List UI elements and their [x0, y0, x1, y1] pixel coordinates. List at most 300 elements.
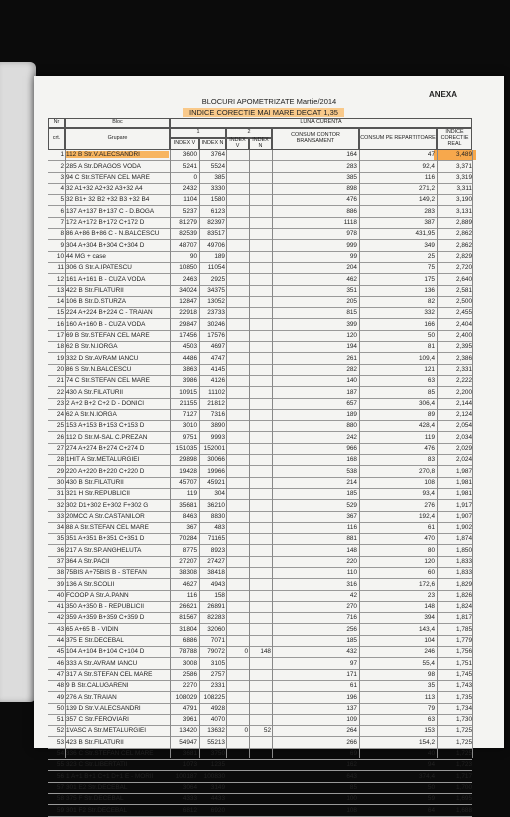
cell-grupare: 160 A+160 B - CUZA VODA — [66, 320, 146, 328]
cell-index-n-1: 108225 — [203, 693, 225, 701]
cell-nr: 21 — [56, 377, 64, 385]
cell-consum-contor: 657 — [346, 399, 357, 407]
table-row — [48, 331, 472, 342]
cell-grupare: 224 A+224 B+224 C - TRAIAN — [66, 309, 153, 317]
cell-index-v-1: 119 — [186, 490, 197, 498]
cell-consum-contor: 137 — [346, 704, 357, 712]
cell-nr: 34 — [56, 524, 64, 532]
cell-nr: 58 — [56, 795, 64, 803]
cell-indice-corectie: 1,730 — [456, 716, 472, 724]
cell-consum-contor: 42 — [349, 591, 357, 599]
cell-indice-corectie: 3,131 — [456, 207, 472, 215]
cell-index-n-1: 23733 — [207, 309, 225, 317]
cell-indice-corectie: 1,725 — [456, 750, 472, 758]
cell-indice-corectie: 2,200 — [456, 388, 472, 396]
cell-indice-corectie: 1,826 — [456, 591, 472, 599]
cell-index-v-1: 17456 — [179, 332, 197, 340]
cell-consum-contor: 815 — [346, 309, 357, 317]
cell-index-n-1: 82397 — [207, 219, 225, 227]
grid-line — [359, 150, 360, 758]
cell-grupare: 359 A+359 B+359 C+359 D — [66, 614, 145, 622]
cell-consum-contor: 168 — [346, 456, 357, 464]
table-row — [48, 466, 472, 477]
cell-indice-corectie: 1,695 — [456, 795, 472, 803]
cell-index-v-1: 3064 — [182, 783, 197, 791]
cell-nr: 10 — [56, 252, 64, 260]
grid-line — [199, 150, 200, 758]
cell-index-v-1: 27207 — [179, 557, 197, 565]
header-index-v-2: INDEX V — [226, 138, 249, 150]
cell-consum-contor: 270 — [346, 603, 357, 611]
cell-indice-corectie: 1,917 — [456, 501, 472, 509]
cell-grupare: 364 A Str.PACII — [66, 557, 110, 565]
cell-index-v-1: 3681 — [182, 750, 197, 758]
table-row — [48, 376, 472, 387]
cell-grupare: 220 A+220 B+220 C+220 D — [66, 467, 145, 475]
cell-nr: 6 — [60, 207, 64, 215]
cell-nr: 11 — [57, 264, 64, 272]
cell-consum-repartitoare: 143,4 — [419, 625, 435, 633]
table-row — [48, 274, 472, 285]
cell-indice-corectie: 2,455 — [456, 309, 472, 317]
cell-consum-contor: 643 — [346, 772, 357, 780]
cell-consum-contor: 351 — [346, 286, 357, 294]
cell-grupare: 139 D Str.V.ALECSANDRI — [66, 704, 141, 712]
table-row — [48, 184, 472, 195]
cell-indice-corectie: 2,034 — [456, 433, 472, 441]
cell-indice-corectie: 1,723 — [456, 761, 472, 769]
header-consum-repartitoare: CONSUM PE REPARTITOARE — [359, 128, 437, 150]
cell-consum-contor: 185 — [346, 637, 357, 645]
cell-grupare: 104 A+104 B+104 C+104 D — [66, 648, 145, 656]
table-row — [48, 195, 472, 206]
cell-indice-corectie: 1,725 — [456, 727, 472, 735]
cell-consum-contor: 283 — [346, 162, 357, 170]
cell-index-v-1: 0 — [193, 173, 197, 181]
table-row — [48, 624, 472, 635]
cell-indice-corectie: 2,862 — [456, 241, 472, 249]
cell-indice-corectie: 2,400 — [456, 332, 472, 340]
cell-consum-repartitoare: 80 — [427, 546, 435, 554]
header-nr: Nr — [48, 118, 65, 128]
cell-consum-contor: 966 — [346, 445, 357, 453]
cell-nr: 49 — [56, 693, 64, 701]
cell-index-n-1: 27427 — [207, 557, 225, 565]
cell-grupare: 217 A Str.SP.ANGHELUTA — [66, 546, 142, 554]
table-row — [48, 749, 472, 760]
cell-consum-repartitoare: 332 — [424, 309, 435, 317]
cell-consum-repartitoare: 92,4 — [422, 162, 435, 170]
table-body — [48, 150, 472, 817]
cell-nr: 9 — [60, 241, 64, 249]
cell-consum-contor: 716 — [346, 614, 357, 622]
grid-line — [249, 150, 250, 758]
cell-nr: 52 — [56, 727, 64, 735]
cell-consum-contor: 61 — [349, 682, 357, 690]
grid-line — [226, 150, 227, 758]
table-row — [48, 365, 472, 376]
cell-grupare: 285 A Str.DRAGOS VODA — [66, 162, 141, 170]
cell-consum-repartitoare: 116 — [424, 173, 435, 181]
cell-nr: 28 — [56, 456, 64, 464]
cell-nr: 43 — [56, 625, 64, 633]
cell-consum-repartitoare: 50 — [427, 783, 435, 791]
cell-index-v-1: 70284 — [179, 535, 197, 543]
cell-grupare: 112 B Str.V.ALECSANDRI — [66, 151, 169, 158]
cell-index-v-1: 90 — [189, 252, 197, 260]
cell-index-n-1: 3750 — [210, 750, 225, 758]
cell-indice-corectie: 2,404 — [456, 320, 472, 328]
cell-grupare: 301 E2 Str.DECEBAL — [66, 783, 128, 791]
cell-nr: 20 — [56, 365, 64, 373]
table-row — [48, 252, 472, 263]
table-row — [48, 387, 472, 398]
cell-consum-contor: 116 — [346, 524, 357, 532]
cell-grupare: 86 A+86 B+86 C - N.BALCESCU — [66, 230, 160, 238]
cell-indice-corectie: 3,489 — [456, 151, 472, 159]
cell-nr: 38 — [56, 569, 64, 577]
cell-grupare: 65 A+65 B - VIDIN — [66, 625, 119, 633]
cell-index-v-1: 81279 — [179, 219, 197, 227]
cell-index-n-1: 6920 — [210, 806, 225, 814]
table-row — [48, 399, 472, 410]
table-row — [48, 421, 472, 432]
cell-consum-contor: 529 — [346, 501, 357, 509]
cell-grupare: 74 C Str.STEFAN CEL MARE — [66, 377, 150, 385]
cell-index-v-1: 4791 — [182, 704, 197, 712]
cell-index-v-1: 9751 — [182, 433, 197, 441]
cell-consum-contor: 1118 — [343, 219, 357, 227]
cell-grupare: 112 D Str.M-SAL C.PREZAN — [66, 433, 148, 441]
cell-index-n-1: 385 — [214, 173, 225, 181]
cell-grupare: 336 C Str.STEFAN CEL MARE — [66, 750, 154, 758]
cell-grupare: 153 A+153 B+153 C+153 D — [66, 422, 145, 430]
cell-index-v-1: 38308 — [179, 569, 197, 577]
cell-grupare: 44 MG + case — [66, 252, 106, 260]
cell-nr: 30 — [56, 478, 64, 486]
cell-grupare: 1VASC A Str.METALURGIEI — [66, 727, 147, 735]
cell-index-v-1: 8463 — [182, 512, 197, 520]
cell-nr: 22 — [56, 388, 64, 396]
document-sheet — [34, 76, 504, 814]
cell-nr: 4 — [60, 185, 64, 193]
cell-index-n-1: 30066 — [207, 456, 225, 464]
cell-consum-repartitoare: 108 — [424, 478, 435, 486]
table-row — [48, 647, 472, 658]
cell-index-v-1: 78788 — [179, 648, 197, 656]
header-index-n-1: INDEX N — [199, 138, 226, 150]
cell-grupare: 350 A+350 B - REPUBLICII — [66, 603, 144, 611]
cell-consum-repartitoare: 94 — [427, 761, 435, 769]
cell-consum-contor: 100 — [346, 795, 357, 803]
cell-index-n-1: 45921 — [207, 478, 225, 486]
cell-grupare: 306 G Str.A.IPATESCU — [66, 264, 132, 272]
table-row — [48, 432, 472, 443]
cell-index-v-1: 21155 — [179, 399, 197, 407]
cell-indice-corectie: 1,745 — [456, 670, 472, 678]
cell-nr: 54 — [56, 750, 64, 758]
cell-nr: 25 — [56, 422, 64, 430]
cell-index-n-1: 17576 — [207, 332, 225, 340]
cell-indice-corectie: 1,717 — [456, 772, 472, 780]
cell-nr: 37 — [56, 557, 64, 565]
cell-indice-corectie: 1,874 — [456, 535, 472, 543]
cell-consum-repartitoare: 35 — [427, 682, 435, 690]
cell-grupare: 357 C Str.FEROVIARI — [66, 716, 129, 724]
table-row — [48, 353, 472, 364]
cell-index-n-1: 8830 — [210, 512, 225, 520]
table-row — [48, 613, 472, 624]
cell-grupare: 351 A+351 B+351 C+351 D — [66, 535, 145, 543]
cell-index-n-1: 4145 — [210, 365, 225, 373]
cell-consum-repartitoare: 93,4 — [422, 490, 435, 498]
header-crt: crt. — [48, 128, 65, 150]
cell-indice-corectie: 2,862 — [456, 230, 472, 238]
cell-index-n-1: 100830 — [203, 772, 225, 780]
cell-indice-corectie: 2,500 — [456, 298, 472, 306]
header-indice-corectie: INDICE CORECTIE REAL — [437, 128, 472, 150]
table-row — [48, 489, 472, 500]
cell-index-n-1: 189 — [214, 252, 225, 260]
table-row — [48, 308, 472, 319]
cell-index-v-1: 4486 — [182, 354, 197, 362]
table-row — [48, 557, 472, 568]
cell-consum-repartitoare: 60 — [427, 569, 435, 577]
table-row — [48, 670, 472, 681]
cell-consum-contor: 367 — [346, 512, 357, 520]
table-row — [48, 681, 472, 692]
cell-consum-contor: 316 — [346, 580, 357, 588]
cell-consum-repartitoare: 104 — [424, 637, 435, 645]
cell-index-v-1: 26621 — [179, 603, 197, 611]
cell-nr: 13 — [56, 286, 64, 294]
cell-consum-contor: 189 — [346, 411, 357, 419]
cell-grupare: 62 A Str.N.IORGA — [66, 411, 117, 419]
cell-index-n-1: 13632 — [207, 727, 225, 735]
cell-nr: 15 — [56, 309, 64, 317]
grid-line — [472, 150, 473, 758]
cell-index-n-1: 483 — [214, 524, 225, 532]
cell-indice-corectie: 2,889 — [456, 219, 472, 227]
cell-index-v-2: 0 — [244, 727, 248, 735]
cell-index-v-1: 108029 — [175, 693, 197, 701]
cell-grupare: 32 A1+32 A2+32 A3+32 A4 — [66, 185, 143, 193]
cell-index-n-1: 82283 — [207, 614, 225, 622]
cell-consum-contor: 108 — [346, 806, 357, 814]
cell-consum-repartitoare: 59 — [427, 795, 435, 803]
cell-nr: 8 — [60, 230, 64, 238]
grid-line — [65, 150, 66, 758]
cell-index-v-1: 3010 — [182, 422, 197, 430]
cell-consum-repartitoare: 109,4 — [419, 354, 435, 362]
cell-grupare: 69 B Str.STEFAN CEL MARE — [66, 332, 150, 340]
cell-indice-corectie: 1,735 — [456, 693, 472, 701]
cell-consum-repartitoare: 306,4 — [419, 399, 435, 407]
cell-consum-repartitoare: 83 — [427, 456, 435, 464]
cell-indice-corectie: 1,779 — [456, 637, 472, 645]
cell-consum-contor: 140 — [346, 377, 357, 385]
cell-consum-contor: 185 — [346, 490, 357, 498]
cell-nr: 50 — [56, 704, 64, 712]
cell-consum-repartitoare: 470 — [424, 535, 435, 543]
cell-indice-corectie: 1,824 — [456, 603, 472, 611]
cell-grupare: FCOOP A Str.A.PANN — [66, 591, 129, 599]
cell-consum-contor: 214 — [346, 478, 357, 486]
header-index-n-2: INDEX N — [249, 138, 272, 150]
cell-consum-repartitoare: 79 — [427, 704, 435, 712]
cell-nr: 42 — [56, 614, 64, 622]
cell-index-v-1: 29898 — [179, 456, 197, 464]
cell-consum-contor: 171 — [346, 670, 357, 678]
cell-consum-contor: 109 — [346, 716, 357, 724]
cell-grupare: 2 A+2 B+2 C+2 D - DONICI — [66, 399, 144, 407]
cell-grupare: 430 A Str.FILATURII — [66, 388, 124, 396]
cell-consum-repartitoare: 64 — [427, 806, 435, 814]
table-row — [48, 715, 472, 726]
header-bloc: Bloc — [65, 118, 170, 128]
table-header — [48, 118, 472, 150]
cell-nr: 45 — [56, 648, 64, 656]
cell-consum-contor: 462 — [346, 275, 357, 283]
cell-grupare: 323 C Str.LIBERTATII — [66, 761, 128, 769]
cell-consum-contor: 69 — [349, 750, 357, 758]
cell-indice-corectie: 1,756 — [456, 648, 472, 656]
cell-grupare: 276 A Str.TRAIAN — [66, 693, 117, 701]
cell-consum-repartitoare: 121 — [424, 365, 435, 373]
cell-consum-repartitoare: 50 — [427, 332, 435, 340]
cell-index-n-1: 11102 — [208, 388, 225, 396]
cell-index-n-1: 152001 — [203, 445, 225, 453]
table-row — [48, 229, 472, 240]
cell-index-n-1: 34375 — [207, 286, 225, 294]
cell-grupare: 75BIS A+75BIS B - STEFAN — [66, 569, 147, 577]
cell-consum-repartitoare: 89 — [427, 411, 435, 419]
cell-grupare: 20MCC A Str.CASTANILOR — [66, 512, 145, 520]
cell-index-v-1: 13420 — [179, 727, 197, 735]
cell-consum-repartitoare: 431,95 — [415, 230, 435, 238]
cell-nr: 47 — [56, 670, 64, 678]
cell-consum-repartitoare: 23 — [427, 591, 435, 599]
cell-index-n-1: 6123 — [210, 207, 225, 215]
cell-index-n-1: 7071 — [210, 637, 225, 645]
cell-consum-contor: 999 — [346, 241, 357, 249]
cell-index-n-1: 19966 — [207, 467, 225, 475]
cell-nr: 36 — [56, 546, 64, 554]
table-row — [48, 286, 472, 297]
cell-nr: 7 — [60, 219, 64, 227]
cell-grupare: 62 B Str.N.IORGA — [66, 343, 118, 351]
cell-indice-corectie: 1,785 — [456, 625, 472, 633]
cell-consum-repartitoare: 428,4 — [419, 422, 435, 430]
cell-indice-corectie: 1,981 — [456, 490, 472, 498]
cell-index-v-1: 6886 — [182, 637, 197, 645]
table-row — [48, 591, 472, 602]
cell-consum-contor: 886 — [346, 207, 357, 215]
cell-grupare: 321 H Str.REPUBLICII — [66, 490, 130, 498]
cell-consum-repartitoare: 85 — [427, 388, 435, 396]
cell-indice-corectie: 3,311 — [456, 185, 472, 193]
cell-consum-repartitoare: 246 — [424, 648, 435, 656]
cell-indice-corectie: 2,124 — [456, 411, 472, 419]
cell-grupare: 88 A Str.STEFAN CEL MARE — [66, 524, 149, 532]
grid-line — [437, 150, 438, 758]
cell-consum-repartitoare: 394 — [424, 614, 435, 622]
cell-consum-repartitoare: 149,2 — [419, 196, 435, 204]
table-row — [48, 783, 472, 794]
cell-consum-repartitoare: 476 — [424, 445, 435, 453]
cell-nr: 40 — [56, 591, 64, 599]
cell-indice-corectie: 2,144 — [456, 399, 472, 407]
cell-index-n-1: 5524 — [210, 162, 225, 170]
table-row — [48, 410, 472, 421]
cell-consum-repartitoare: 276 — [424, 501, 435, 509]
cell-grupare: 94 C Str.STEFAN CEL MARE — [66, 173, 150, 181]
cell-consum-repartitoare: 136 — [424, 286, 435, 294]
table-row — [48, 455, 472, 466]
cell-nr: 3 — [60, 173, 64, 181]
cell-indice-corectie: 1,725 — [456, 738, 472, 746]
cell-consum-contor: 196 — [346, 693, 357, 701]
table-row — [48, 726, 472, 737]
cell-nr: 23 — [56, 399, 64, 407]
cell-index-v-1: 3600 — [182, 151, 197, 159]
cell-consum-repartitoare: 175 — [424, 275, 435, 283]
cell-index-v-1: 34024 — [179, 286, 197, 294]
cell-index-v-1: 100187 — [175, 772, 197, 780]
cell-nr: 17 — [56, 332, 64, 340]
cell-consum-repartitoare: 349 — [424, 241, 435, 249]
previous-page-edge — [0, 62, 36, 702]
cell-index-v-1: 2432 — [182, 185, 197, 193]
cell-index-v-1: 5237 — [182, 207, 197, 215]
cell-grupare: 333 A Str.AVRAM IANCU — [66, 659, 138, 667]
cell-index-n-1: 71165 — [207, 535, 225, 543]
cell-index-v-1: 22918 — [179, 309, 197, 317]
cell-nr: 27 — [56, 445, 64, 453]
cell-consum-repartitoare: 166 — [424, 320, 435, 328]
cell-grupare: 9 B Str.CALUGARENI — [66, 682, 129, 690]
header-grupare: Grupare — [65, 128, 170, 150]
table-row — [48, 534, 472, 545]
cell-indice-corectie: 2,054 — [456, 422, 472, 430]
cell-indice-corectie: 2,829 — [456, 252, 472, 260]
table-row — [48, 579, 472, 590]
cell-index-v-1: 151035 — [175, 445, 197, 453]
cell-index-v-1: 54947 — [179, 738, 197, 746]
cell-index-v-1: 1104 — [183, 196, 197, 204]
cell-index-v-1: 29847 — [179, 320, 197, 328]
cell-index-v-1: 19428 — [179, 467, 197, 475]
cell-index-v-1: 2586 — [182, 670, 197, 678]
anexa-label: ANEXA — [429, 90, 458, 99]
cell-nr: 46 — [56, 659, 64, 667]
cell-consum-contor: 194 — [346, 343, 357, 351]
cell-indice-corectie: 2,331 — [456, 365, 472, 373]
cell-nr: 35 — [56, 535, 64, 543]
cell-index-v-1: 367 — [186, 524, 197, 532]
cell-consum-repartitoare: 270,8 — [419, 467, 435, 475]
document-title: BLOCURI APOMETRIZATE Martie/2014 — [201, 97, 337, 106]
table-row — [48, 263, 472, 274]
table-row — [48, 297, 472, 308]
cell-index-v-1: 6812 — [182, 806, 197, 814]
cell-consum-contor: 99 — [349, 252, 357, 260]
cell-indice-corectie: 2,640 — [456, 275, 472, 283]
cell-grupare: 317 A Str.STEFAN CEL MARE — [66, 670, 153, 678]
cell-grupare: 1 A+1 B+1 C+1 D+1 E - MORII — [66, 772, 154, 780]
cell-consum-contor: 432 — [346, 648, 357, 656]
cell-grupare: 304 A+304 B+304 C+304 D — [66, 241, 145, 249]
